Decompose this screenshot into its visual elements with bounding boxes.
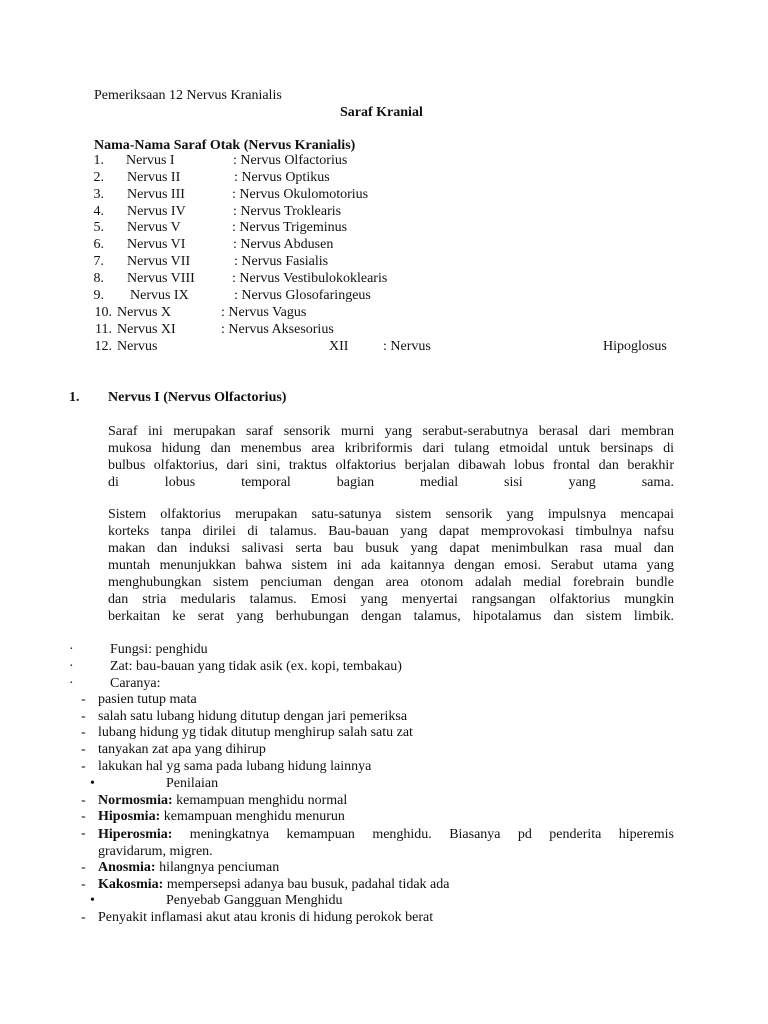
nerve-number: 6. xyxy=(93,237,104,252)
nerve-desc: : Nervus Olfactorius xyxy=(233,153,348,168)
paragraph-2 xyxy=(108,506,674,625)
nerve-desc: : Nervus Troklearis xyxy=(233,204,342,219)
nerve-name: Nervus VI xyxy=(127,237,186,252)
paragraph-line: korteks tanpa dirilei di talamus. Bau-bauan yang dapat memprovokasi timbulnya nafsu xyxy=(108,524,674,539)
dash-bullet: - xyxy=(81,759,86,774)
nerve-number: 7. xyxy=(93,254,104,269)
nerve-number: 12. xyxy=(94,339,112,354)
nerve-desc: : Nervus Trigeminus xyxy=(232,220,348,235)
list-item-text xyxy=(98,826,674,843)
list-item-text: pasien tutup mata xyxy=(98,692,197,707)
nerve-desc: : Nervus xyxy=(383,339,431,354)
paragraph-1 xyxy=(108,423,674,491)
nerve-desc: : Nervus Abdusen xyxy=(233,237,334,252)
nerve-row-7 xyxy=(0,254,768,271)
paragraph-line: bulbus olfaktorius, dari sini, traktus olfaktorius berjalan dibawah lobus frontal dan berakhir xyxy=(108,458,674,473)
dot-bullet: · xyxy=(69,642,74,657)
list-item-text: Caranya: xyxy=(110,676,161,691)
nerve-number: 10. xyxy=(94,305,112,320)
list-item-text: salah satu lubang hidung ditutup dengan jari pemeriksa xyxy=(98,709,408,724)
list-item xyxy=(0,860,768,877)
list-item xyxy=(0,742,768,759)
nerve-row-8 xyxy=(0,271,768,288)
dash-bullet: - xyxy=(81,826,86,841)
dot-bullet: · xyxy=(69,659,74,674)
paragraph-line: mukosa hidung dan menembus area kribriformis dari tulang etmoidal untuk bersinaps di xyxy=(108,441,674,456)
list-item xyxy=(0,709,768,726)
definition: kemampuan menghidu normal xyxy=(172,793,348,808)
nerve-row-4 xyxy=(0,204,768,221)
term: Kakosmia: xyxy=(98,877,164,892)
nerve-desc: : Nervus Vestibulokoklearis xyxy=(232,271,388,286)
definition: mempersepsi adanya bau busuk, padahal tidak ada xyxy=(163,877,450,892)
nerve-row-9 xyxy=(0,288,768,305)
list-item xyxy=(0,910,768,927)
list-item xyxy=(0,809,768,826)
document-title: Pemeriksaan 12 Nervus Kranialis xyxy=(94,88,282,103)
list-item xyxy=(0,793,768,810)
list-item-text: Zat: bau-bauan yang tidak asik (ex. kopi, tembakau) xyxy=(110,659,402,674)
paragraph-line: muntah menunjukkan bahwa sistem ini ada kaitannya dengan emosi. Serabut utama yang xyxy=(108,558,674,573)
nerve-desc: : Nervus Optikus xyxy=(234,170,330,185)
nerve-name: Nervus V xyxy=(127,220,181,235)
nerve-desc-cont: Hipoglosus xyxy=(603,339,667,354)
list-item xyxy=(0,692,768,709)
nerve-row-3 xyxy=(0,187,768,204)
list-item-text xyxy=(98,860,279,877)
nerve-desc: : Nervus Vagus xyxy=(221,305,307,320)
definition: meningkatnya kemampuan menghidu. Biasanya pd penderita hiperemis xyxy=(172,827,674,842)
nerve-number: 2. xyxy=(93,170,104,185)
dash-bullet: - xyxy=(81,692,86,707)
paragraph-line: dan stria medularis talamus. Emosi yang menyertai rangsangan olfaktorius mungkin xyxy=(108,592,674,607)
section-number: 1. xyxy=(69,390,80,405)
nerve-row-2 xyxy=(0,170,768,187)
nerve-desc: : Nervus Glosofaringeus xyxy=(234,288,371,303)
paragraph-line: menghubungkan sistem penciuman dengan area otonom adalah medial forebrain bundle xyxy=(108,575,674,590)
nerve-name: Nervus III xyxy=(127,187,185,202)
dash-bullet: - xyxy=(81,742,86,757)
dash-bullet: - xyxy=(81,809,86,824)
nerve-number: 11. xyxy=(95,322,112,337)
list-item-text: Fungsi: penghidu xyxy=(110,642,208,657)
section-title: Nervus I (Nervus Olfactorius) xyxy=(108,390,287,405)
list-item xyxy=(0,725,768,742)
nerve-name: Nervus VII xyxy=(127,254,191,269)
paragraph-line: berkaitan ke serat yang berhubungan dengan talamus, hipotalamus dan sistem limbik. xyxy=(108,609,674,624)
list-item xyxy=(0,659,768,676)
list-item xyxy=(0,642,768,659)
list-item-text xyxy=(98,793,347,810)
dash-bullet: - xyxy=(81,793,86,808)
nerve-name: Nervus VIII xyxy=(127,271,195,286)
list-item xyxy=(0,676,768,693)
list-item-text: tanyakan zat apa yang dihirup xyxy=(98,742,266,757)
nerve-name: Nervus XI xyxy=(117,322,176,337)
nerve-row-10 xyxy=(0,305,768,322)
paragraph-line: Saraf ini merupakan saraf sensorik murni yang serabut-serabutnya berasal dari membran xyxy=(108,424,674,439)
penilaian-heading: Penilaian xyxy=(166,776,219,791)
center-title: Saraf Kranial xyxy=(340,105,423,120)
list-item-text: lakukan hal yg sama pada lubang hidung lainnya xyxy=(98,759,372,774)
nerve-name: Nervus X xyxy=(117,305,172,320)
paragraph-line: di lobus temporal bagian medial sisi yang sama. xyxy=(108,475,674,490)
nerve-desc: : Nervus Aksesorius xyxy=(221,322,334,337)
list-item xyxy=(0,877,768,894)
list-item-text: lubang hidung yg tidak ditutup menghirup salah satu zat xyxy=(98,725,413,740)
nerve-name-numeral: XII xyxy=(329,339,349,354)
nerve-number: 9. xyxy=(93,288,104,303)
nerve-row-1 xyxy=(0,153,768,170)
nerve-number: 1. xyxy=(93,153,104,168)
penilaian-heading-row xyxy=(0,776,768,793)
list-item-text xyxy=(98,809,345,826)
nerve-row-12 xyxy=(0,339,768,356)
paragraph-line: makan dan induksi salivasi serta bau busuk yang dapat menimbulkan rasa mual dan xyxy=(108,541,674,556)
dash-bullet: - xyxy=(81,709,86,724)
nerve-number: 8. xyxy=(93,271,104,286)
nerve-row-11 xyxy=(0,322,768,339)
dash-bullet: - xyxy=(81,860,86,875)
nerve-desc: : Nervus Fasialis xyxy=(234,254,329,269)
nerve-number: 4. xyxy=(93,204,104,219)
nerve-name: Nervus IV xyxy=(127,204,186,219)
list-heading: Nama-Nama Saraf Otak (Nervus Kranialis) xyxy=(94,138,356,153)
term: Hiperosmia: xyxy=(98,827,173,842)
hiperosmia-item xyxy=(98,826,674,860)
nerve-desc: : Nervus Okulomotorius xyxy=(232,187,369,202)
dash-bullet: - xyxy=(81,910,86,925)
dash-bullet: - xyxy=(81,725,86,740)
round-bullet: • xyxy=(90,776,95,791)
penyebab-heading-row xyxy=(0,893,768,910)
term: Hiposmia: xyxy=(98,809,161,824)
penyebab-heading: Penyebab Gangguan Menghidu xyxy=(166,893,343,908)
nerve-name: Nervus xyxy=(117,339,158,354)
list-item-text: Penyakit inflamasi akut atau kronis di hidung perokok berat xyxy=(98,910,434,925)
dash-bullet: - xyxy=(81,877,86,892)
definition-cont: gravidarum, migren. xyxy=(98,844,213,859)
nerve-name: Nervus I xyxy=(126,153,175,168)
nerve-row-5 xyxy=(0,220,768,237)
nerve-number: 3. xyxy=(93,187,104,202)
list-item xyxy=(0,759,768,776)
nerve-name: Nervus IX xyxy=(130,288,189,303)
definition: hilangnya penciuman xyxy=(155,860,280,875)
nerve-row-6 xyxy=(0,237,768,254)
term: Anosmia: xyxy=(98,860,156,875)
term: Normosmia: xyxy=(98,793,173,808)
paragraph-line: Sistem olfaktorius merupakan satu-satunya sistem sensorik yang impulsnya mencapai xyxy=(108,507,674,522)
nerve-name: Nervus II xyxy=(127,170,181,185)
round-bullet: • xyxy=(90,893,95,908)
dot-bullet: · xyxy=(69,676,74,691)
definition: kemampuan menghidu menurun xyxy=(160,809,345,824)
nerve-number: 5. xyxy=(93,220,104,235)
list-item-text xyxy=(98,877,449,894)
